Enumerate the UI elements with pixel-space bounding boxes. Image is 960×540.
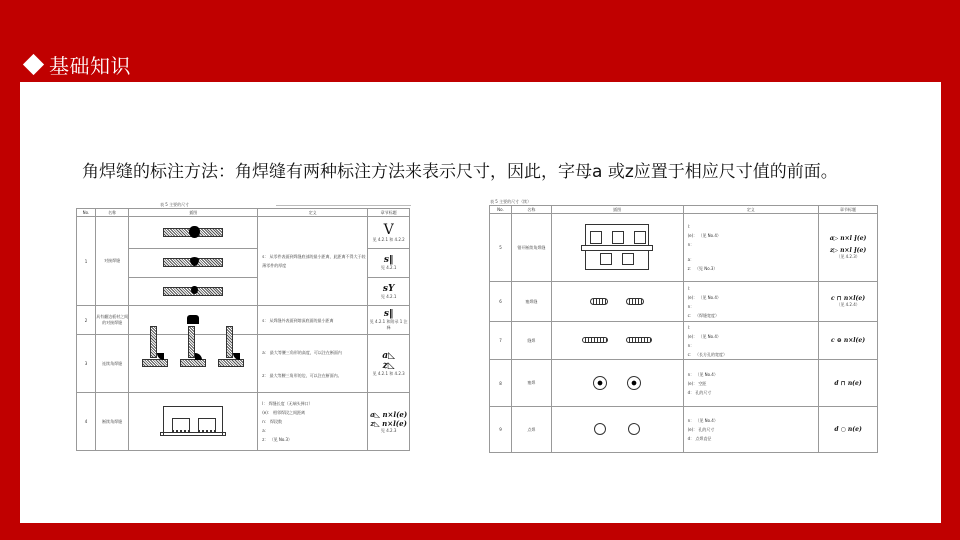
col-header-no: No. (77, 209, 96, 217)
weld-symbol: V (383, 221, 394, 238)
definition-line: d： 点焊直径 (687, 436, 712, 441)
section-header (22, 48, 131, 80)
weld-symbol: c ⊓ n×l(e) (831, 295, 866, 302)
symbol-cell (368, 335, 410, 393)
table-row (77, 393, 410, 451)
table-row (77, 306, 410, 335)
definition-line: l： (687, 224, 693, 229)
row-no: 1 (77, 217, 96, 306)
definition-line: (e)： 空距 (687, 380, 707, 386)
table-row (490, 322, 878, 360)
row-name: 塞焊 (511, 360, 551, 407)
definition-line: n： 焊段数 (262, 419, 283, 424)
row-name: 点焊 (511, 407, 551, 453)
definition-line: l： (687, 324, 693, 330)
diamond-bullet-icon (23, 53, 44, 74)
row-name: 具有翻边板材之间的对接焊缝 (95, 306, 128, 335)
definition-line: l： (687, 285, 693, 291)
description-text: 角焊缝的标注方法：角焊缝有两种标注方法来表示尺寸，因此，字母a 或z应置于相应尺寸值的前面。 (82, 162, 838, 182)
plug-spot-illustration (551, 360, 683, 407)
divider (276, 205, 411, 206)
definition-line: a： (262, 428, 269, 433)
symbol-cell (819, 282, 878, 322)
weld-symbol: s‖ (383, 255, 394, 265)
col-header-symbol: 章节标题 (368, 209, 410, 217)
table-row (77, 335, 410, 393)
row-name: 对接焊缝 (95, 217, 128, 306)
row-definition (683, 360, 819, 407)
definition-line: z： （见 No.3） (262, 437, 293, 442)
definition-line: (e)： （见 No.4） (687, 333, 721, 339)
definition-line: c： （焊缝宽度） (687, 312, 720, 318)
weld-symbol: z▷ n×l ⁆(e) (829, 247, 867, 254)
symbol-ref: 见 4.2.1 和 4.2.3 (372, 370, 405, 376)
row-name: 连续角焊缝 (95, 335, 128, 393)
left-table-caption: 表 5 主要的尺寸 (160, 202, 190, 207)
intermittent-fillet-weld-illustration (129, 393, 258, 451)
symbol-cell (368, 306, 410, 335)
col-header-definition: 定义 (258, 209, 368, 217)
butt-weld-illustration (129, 249, 258, 278)
weld-symbol: d ○ n(e) (834, 426, 862, 433)
row-no: 6 (490, 282, 512, 322)
butt-weld-illustration (129, 217, 258, 249)
weld-symbol: a◺ n×l(e) (370, 409, 408, 419)
row-definition (683, 214, 819, 282)
definition-a: a： 最大等腰三角形的高度，可以注在断面内 (262, 349, 342, 355)
symbol-cell (819, 360, 878, 407)
section-title: 基础知识 (49, 53, 131, 78)
weld-symbol: a◺ (382, 350, 396, 361)
col-header-name: 名称 (511, 206, 551, 214)
staggered-fillet-weld-illustration (551, 214, 683, 282)
definition-line: (e)： （见 No.4） (687, 233, 721, 238)
symbol-ref: （见 4.2.4） (836, 302, 860, 307)
row-name: 缝焊 (511, 322, 551, 360)
definition-line: z： （见 No.3） (687, 266, 718, 271)
symbol-cell (819, 407, 878, 453)
weld-symbol: c ⊖ n×l(e) (831, 337, 866, 344)
weld-symbol: a▷ n×l ⁆(e) (829, 235, 867, 242)
row-name: 断续角焊缝 (95, 393, 128, 451)
row-no: 4 (77, 393, 96, 451)
symbol-ref: 见 4.2.1 (380, 293, 397, 299)
table-header-row (490, 206, 878, 214)
row-definition (683, 407, 819, 453)
symbol-cell (819, 322, 878, 360)
table-row (77, 217, 410, 249)
definition-line: n： (687, 303, 695, 309)
row-definition (683, 322, 819, 360)
table-row (490, 360, 878, 407)
row-name: 塞焊缝 (511, 282, 551, 322)
symbol-cell (368, 217, 410, 249)
symbol-ref: 见 4.2.1 和 4.2.2 (372, 236, 405, 242)
row-name: 错开断续角焊缝 (511, 214, 551, 282)
table-header-row (77, 209, 410, 217)
weld-symbol: sY (382, 283, 395, 294)
symbol-cell (368, 278, 410, 306)
weld-symbol: d ⊓ n(e) (834, 379, 862, 387)
symbol-ref: 见 4.2.1 (380, 265, 397, 270)
right-dimension-table (489, 205, 878, 453)
symbol-ref: （见 4.2.3） (836, 254, 860, 259)
definition-line: (e)： 相邻焊段之间距离 (262, 410, 306, 415)
row-no: 2 (77, 306, 96, 335)
fillet-weld-illustration (129, 335, 258, 393)
col-header-illustration: 插图 (129, 209, 258, 217)
table-row (490, 282, 878, 322)
symbol-cell (368, 393, 410, 451)
weld-symbol: s‖ (383, 309, 394, 319)
definition-line: c： （长方孔的宽度） (687, 351, 728, 357)
col-header-illustration: 插图 (551, 206, 683, 214)
col-header-definition: 定义 (683, 206, 819, 214)
col-header-name: 名称 (95, 209, 128, 217)
weld-symbol: z◺ (382, 360, 395, 371)
row-definition: s： 从焊缝外表面到熔深底面的最小距离 (258, 306, 368, 335)
right-table-caption: 表 5 主要的尺寸（续） (490, 199, 532, 204)
butt-weld-illustration (129, 278, 258, 306)
symbol-cell (819, 214, 878, 282)
symbol-ref: 见 4.2.1 和附录 1 注释 (369, 319, 408, 330)
left-dimension-table (76, 208, 410, 451)
spot-weld-illustration (551, 407, 683, 453)
col-header-no: No. (490, 206, 512, 214)
symbol-cell (368, 249, 410, 278)
definition-line: n： (687, 342, 695, 348)
row-definition (683, 282, 819, 322)
row-definition: s： 从零件表面到焊缝底部的最小距离，此距离不得大于较薄零件的厚度 (258, 217, 368, 306)
seam-weld-illustration (551, 322, 683, 360)
col-header-symbol: 章节标题 (819, 206, 878, 214)
table-row (490, 214, 878, 282)
row-definition (258, 335, 368, 393)
table-row (490, 407, 878, 453)
definition-line: n： (687, 242, 695, 247)
row-no: 9 (490, 407, 512, 453)
row-no: 5 (490, 214, 512, 282)
definition-line: l： 焊缝长度（无端头弹口） (262, 401, 313, 406)
definition-line: (e)： （见 No.4） (687, 294, 721, 300)
definition-z: z： 最大等腰三角形的边，可以注在断面内。 (262, 372, 342, 378)
row-no: 7 (490, 322, 512, 360)
definition-line: a： (687, 257, 695, 262)
symbol-ref: 见 4.2.3 (380, 427, 397, 433)
definition-line: n： （见 No.4） (687, 418, 718, 423)
content-panel (20, 82, 941, 523)
weld-symbol: z◺ n×l(e) (370, 418, 407, 428)
definition-line: n： （见 No.4） (687, 371, 718, 377)
definition-line: d： 孔的尺寸 (687, 389, 712, 395)
plug-weld-illustration (551, 282, 683, 322)
row-no: 8 (490, 360, 512, 407)
definition-line: (e)： 孔的尺寸 (687, 427, 715, 432)
row-no: 3 (77, 335, 96, 393)
row-definition (258, 393, 368, 451)
